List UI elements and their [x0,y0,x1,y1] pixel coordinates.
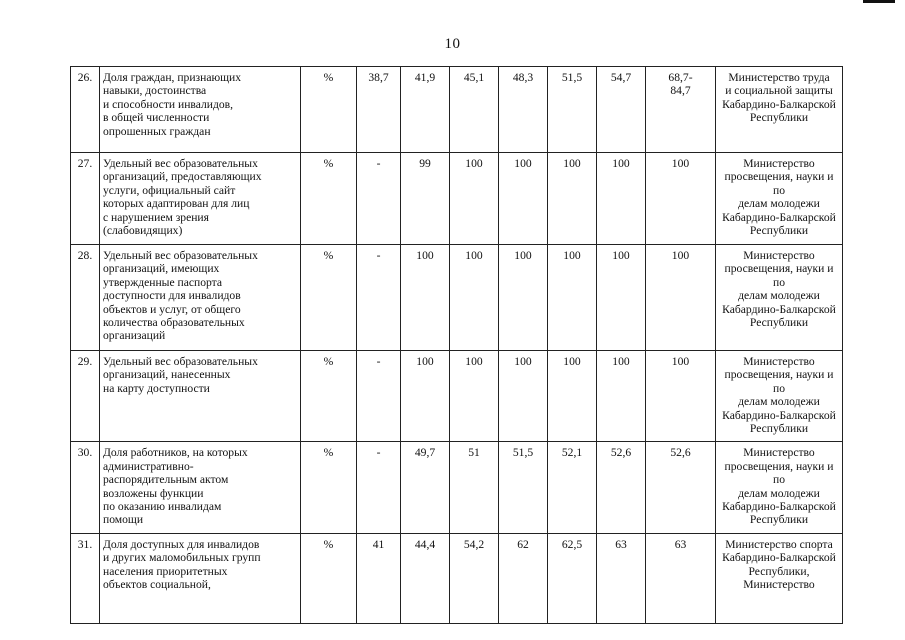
value-cell: - [357,153,401,245]
indicators-table [70,66,843,624]
value-cell: 63 [597,533,646,623]
value-cell: 100 [548,153,597,245]
indicator-name: Доля работников, на которых административно- распорядительным актом возложены функции по оказанию инвалидам помощи [100,442,301,533]
value-cell: 63 [646,533,716,623]
value-cell: - [357,442,401,533]
unit-cell: % [301,67,357,153]
value-cell: 100 [597,351,646,442]
value-cell: 100 [646,153,716,245]
value-cell: 52,1 [548,442,597,533]
page-number: 10 [444,36,461,52]
value-cell: 68,7- 84,7 [646,67,716,153]
value-cell: 100 [548,245,597,351]
table-body [71,67,843,624]
value-cell: 52,6 [597,442,646,533]
value-cell: 52,6 [646,442,716,533]
value-cell: 100 [450,351,499,442]
table-row [71,442,843,533]
unit-cell: % [301,153,357,245]
value-cell: 48,3 [499,67,548,153]
corner-mark [863,0,895,3]
value-cell: 99 [401,153,450,245]
value-cell: 38,7 [357,67,401,153]
responsible-executor: Министерство труда и социальной защиты Кабардино-Балкарской Республики [716,67,843,153]
row-number: 26. [71,67,100,153]
value-cell: 41 [357,533,401,623]
value-cell: 100 [597,245,646,351]
value-cell: 100 [401,245,450,351]
value-cell: 100 [646,245,716,351]
value-cell: 100 [401,351,450,442]
value-cell: - [357,245,401,351]
row-number: 29. [71,351,100,442]
value-cell: 62,5 [548,533,597,623]
table-row [71,153,843,245]
value-cell: 44,4 [401,533,450,623]
value-cell: 41,9 [401,67,450,153]
table-row [71,67,843,153]
value-cell: 51 [450,442,499,533]
value-cell: 51,5 [499,442,548,533]
value-cell: 100 [450,153,499,245]
table-row [71,245,843,351]
responsible-executor: Министерство просвещения, науки и по делам молодежи Кабардино-Балкарской Республики [716,153,843,245]
value-cell: 100 [548,351,597,442]
responsible-executor: Министерство спорта Кабардино-Балкарской Республики, Министерство [716,533,843,623]
indicator-name: Удельный вес образовательных организаций, нанесенных на карту доступности [100,351,301,442]
indicator-name: Доля доступных для инвалидов и других маломобильных групп населения приоритетных объектов социальной, [100,533,301,623]
value-cell: 45,1 [450,67,499,153]
value-cell: 100 [450,245,499,351]
value-cell: - [357,351,401,442]
value-cell: 54,7 [597,67,646,153]
value-cell: 51,5 [548,67,597,153]
unit-cell: % [301,533,357,623]
value-cell: 49,7 [401,442,450,533]
row-number: 28. [71,245,100,351]
value-cell: 54,2 [450,533,499,623]
row-number: 30. [71,442,100,533]
unit-cell: % [301,442,357,533]
value-cell: 100 [499,351,548,442]
value-cell: 62 [499,533,548,623]
responsible-executor: Министерство просвещения, науки и по делам молодежи Кабардино-Балкарской Республики [716,351,843,442]
table-row [71,351,843,442]
value-cell: 100 [597,153,646,245]
unit-cell: % [301,351,357,442]
value-cell: 100 [499,245,548,351]
table-row [71,533,843,623]
responsible-executor: Министерство просвещения, науки и по делам молодежи Кабардино-Балкарской Республики [716,245,843,351]
value-cell: 100 [646,351,716,442]
row-number: 27. [71,153,100,245]
value-cell: 100 [499,153,548,245]
responsible-executor: Министерство просвещения, науки и по делам молодежи Кабардино-Балкарской Республики [716,442,843,533]
row-number: 31. [71,533,100,623]
unit-cell: % [301,245,357,351]
indicator-name: Доля граждан, признающих навыки, достоинства и способности инвалидов, в общей численности опрошенных граждан [100,67,301,153]
indicator-name: Удельный вес образовательных организаций, имеющих утвержденные паспорта доступности для инвалидов объектов и услуг, от общего количества образовательных организаций [100,245,301,351]
indicator-name: Удельный вес образовательных организаций, предоставляющих услуги, официальный сайт которых адаптирован для лиц с нарушением зрения (слабовидящих) [100,153,301,245]
